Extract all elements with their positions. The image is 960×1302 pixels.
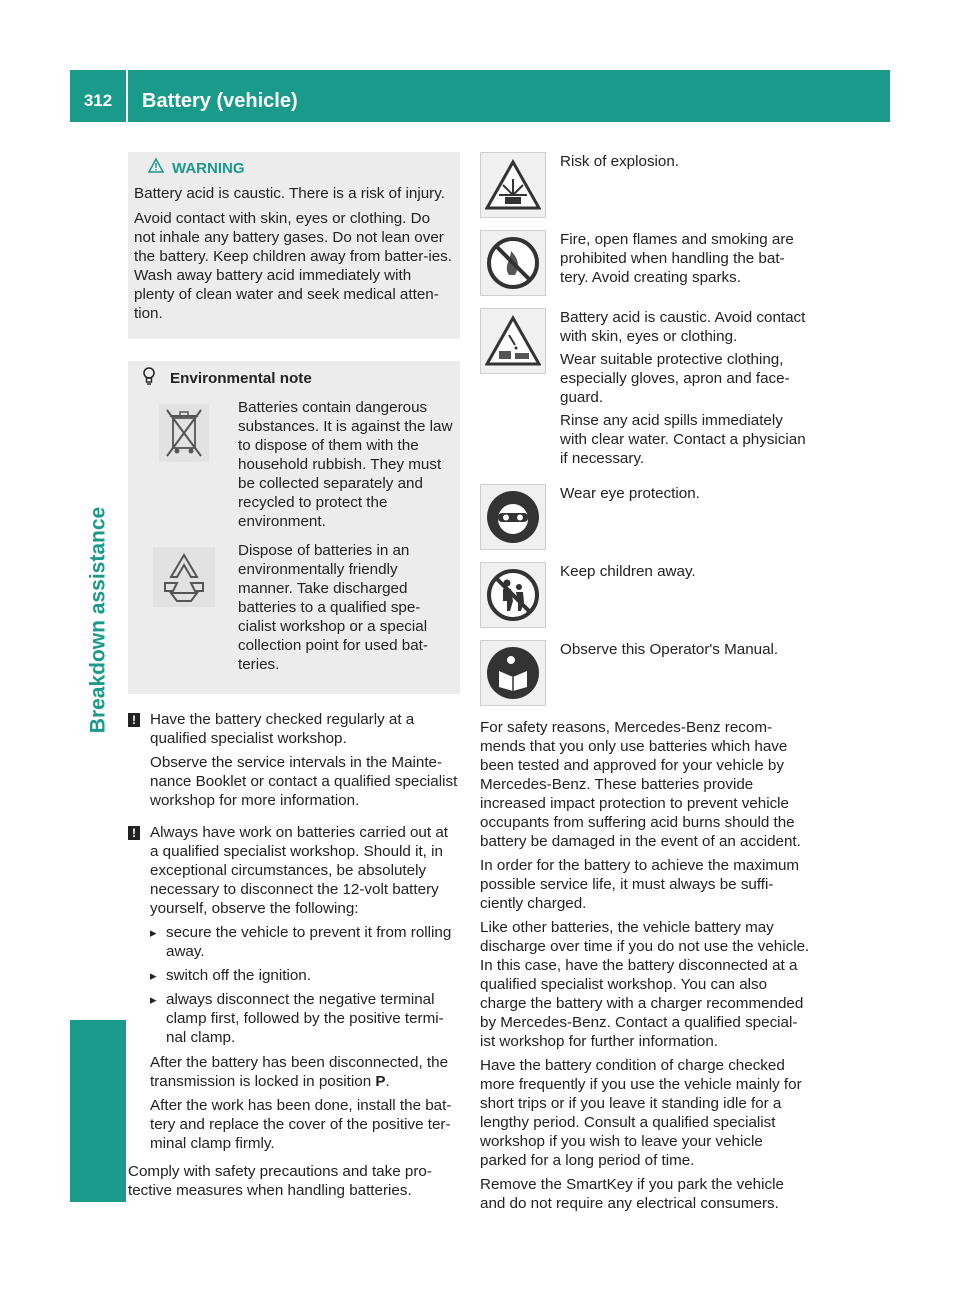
list-item: ▸ secure the vehicle to prevent it from rolling away. [150, 923, 460, 961]
section-tab-block [70, 1020, 126, 1202]
body-paragraph: In order for the battery to achieve the maximum possible service life, it must always be suffi-ciently charged. [480, 857, 800, 912]
notice-bullet-list [150, 923, 460, 1047]
body-paragraph: Have the battery condition of charge checked more frequently if you use the vehicle mainly for short trips or if you leave it standing idle for a lengthy period. Consult a qualified specialist workshop if you wish to leave your vehicle parked for a long period of time. [480, 1057, 802, 1169]
hazard-item [480, 230, 812, 296]
recycle-icon [134, 541, 234, 607]
body-paragraph: Like other batteries, the vehicle battery may discharge over time if you do not use the vehicle. In this case, have the battery disconnected at a qualified specialist workshop. You can also charge the battery with a charger recommended by Mercedes-Benz. Contact a qualified special-ist workshop for further information. [480, 919, 810, 1050]
notice-text [140, 823, 460, 1158]
hazard-text [546, 230, 812, 291]
environmental-label: Environmental note [170, 370, 312, 387]
hazard-paragraph: Rinse any acid spills immediately with clear water. Contact a physician if necessary. [560, 412, 806, 467]
read-manual-icon [480, 640, 546, 706]
comply-text: Comply with safety precautions and take pro-tective measures when handling batteries. [128, 1163, 432, 1199]
hazard-paragraph: Wear suitable protective clothing, especially gloves, apron and face-guard. [560, 351, 790, 406]
notice-paragraph: Observe the service intervals in the Mainte-nance Booklet or contact a qualified specialist workshop for more information. [150, 754, 458, 809]
section-title: Breakdown assistance [86, 506, 110, 734]
hazard-paragraph: Wear eye protection. [560, 485, 700, 502]
hazard-text [546, 152, 812, 175]
hazard-text [546, 308, 812, 472]
exclamation-icon: ! [128, 713, 140, 727]
body-paragraph: For safety reasons, Mercedes-Benz recom-mends that you only use batteries which have been tested and approved for your vehicle by Mercedes-Benz. These batteries provide increased impact protection to prevent vehicle occupants from suffering acid burns should the battery be damaged in the event of an accident. [480, 719, 801, 850]
list-item: ▸ switch off the ignition. [150, 966, 460, 985]
acid-hazard-icon [480, 308, 546, 374]
page-number: 312 [70, 70, 126, 122]
section-tab [70, 470, 126, 770]
position-letter: P [375, 1073, 386, 1090]
hazard-paragraph: Observe this Operator's Manual. [560, 641, 779, 658]
notice-paragraph: Always have work on batteries carried out at a qualified specialist workshop. Should it, in exceptional circumstances, be absolutely necessary to disconnect the 12-volt battery yourself, observe the following: [150, 824, 448, 917]
explosion-icon [480, 152, 546, 218]
hazard-text [546, 484, 812, 507]
lightbulb-icon [142, 367, 156, 390]
notice [128, 710, 460, 815]
hazard-paragraph: Risk of explosion. [560, 153, 680, 170]
page-title: Battery (vehicle) [142, 90, 298, 112]
environmental-text: Batteries contain dangerous substances. It is against the law to dispose of them with the household rubbish. They must be collected separately and recycled to protect the environment. [238, 399, 453, 530]
page-header [70, 70, 890, 122]
notice [128, 823, 460, 1158]
notice-text [140, 710, 460, 815]
warning-triangle-icon [148, 158, 164, 178]
hazard-item [480, 484, 812, 550]
hazard-paragraph: Keep children away. [560, 563, 696, 580]
environmental-note-box [128, 361, 460, 694]
hazard-paragraph: Battery acid is caustic. Avoid contact with skin, eyes or clothing. [560, 309, 806, 345]
hazard-item [480, 562, 812, 628]
warning-text: Avoid contact with skin, eyes or clothing. Do not inhale any battery gases. Do not lean over the battery. Keep children away from batter-ies. Wash away battery acid immediately with plenty of clean water and seek medical atten-tion. [134, 210, 452, 322]
right-column [480, 152, 812, 1218]
exclamation-icon: ! [128, 826, 140, 840]
hazard-paragraph: Fire, open flames and smoking are prohibited when handling the bat-tery. Avoid creating sparks. [560, 231, 794, 286]
warning-heading [148, 158, 454, 178]
environmental-heading [142, 367, 454, 390]
hazard-item [480, 640, 812, 706]
sentence-end: . [385, 1073, 390, 1090]
comply-text-block [128, 1162, 460, 1200]
hazard-item [480, 308, 812, 472]
notice-paragraph [150, 1053, 460, 1091]
hazard-text [546, 640, 812, 663]
notice-paragraph: After the work has been done, install the bat-tery and replace the cover of the positive ter-minal clamp firmly. [150, 1097, 452, 1152]
body-paragraph: Remove the SmartKey if you park the vehicle and do not require any electrical consumers. [480, 1176, 784, 1212]
environmental-text: Dispose of batteries in an environmentally friendly manner. Take discharged batteries to a qualified spe-cialist workshop or a special collection point for used bat-teries. [238, 542, 428, 673]
crossed-bin-icon [134, 398, 234, 462]
environmental-item [134, 398, 454, 531]
warning-box [128, 152, 460, 339]
list-item: ▸ always disconnect the negative terminal clamp first, followed by the positive termi-nal clamp. [150, 990, 460, 1047]
eye-protection-icon [480, 484, 546, 550]
hazard-item [480, 152, 812, 218]
notice-paragraph: Have the battery checked regularly at a qualified specialist workshop. [150, 711, 415, 747]
left-column [128, 152, 460, 1205]
body-text [480, 718, 812, 1213]
no-fire-icon [480, 230, 546, 296]
header-divider [126, 70, 128, 122]
keep-children-away-icon [480, 562, 546, 628]
environmental-item [134, 541, 454, 674]
warning-text: Battery acid is caustic. There is a risk of injury. [134, 185, 445, 202]
warning-label: WARNING [172, 159, 245, 177]
hazard-text [546, 562, 812, 585]
after-disconnect-text: After the battery has been disconnected, the transmission is locked in position [150, 1054, 449, 1090]
